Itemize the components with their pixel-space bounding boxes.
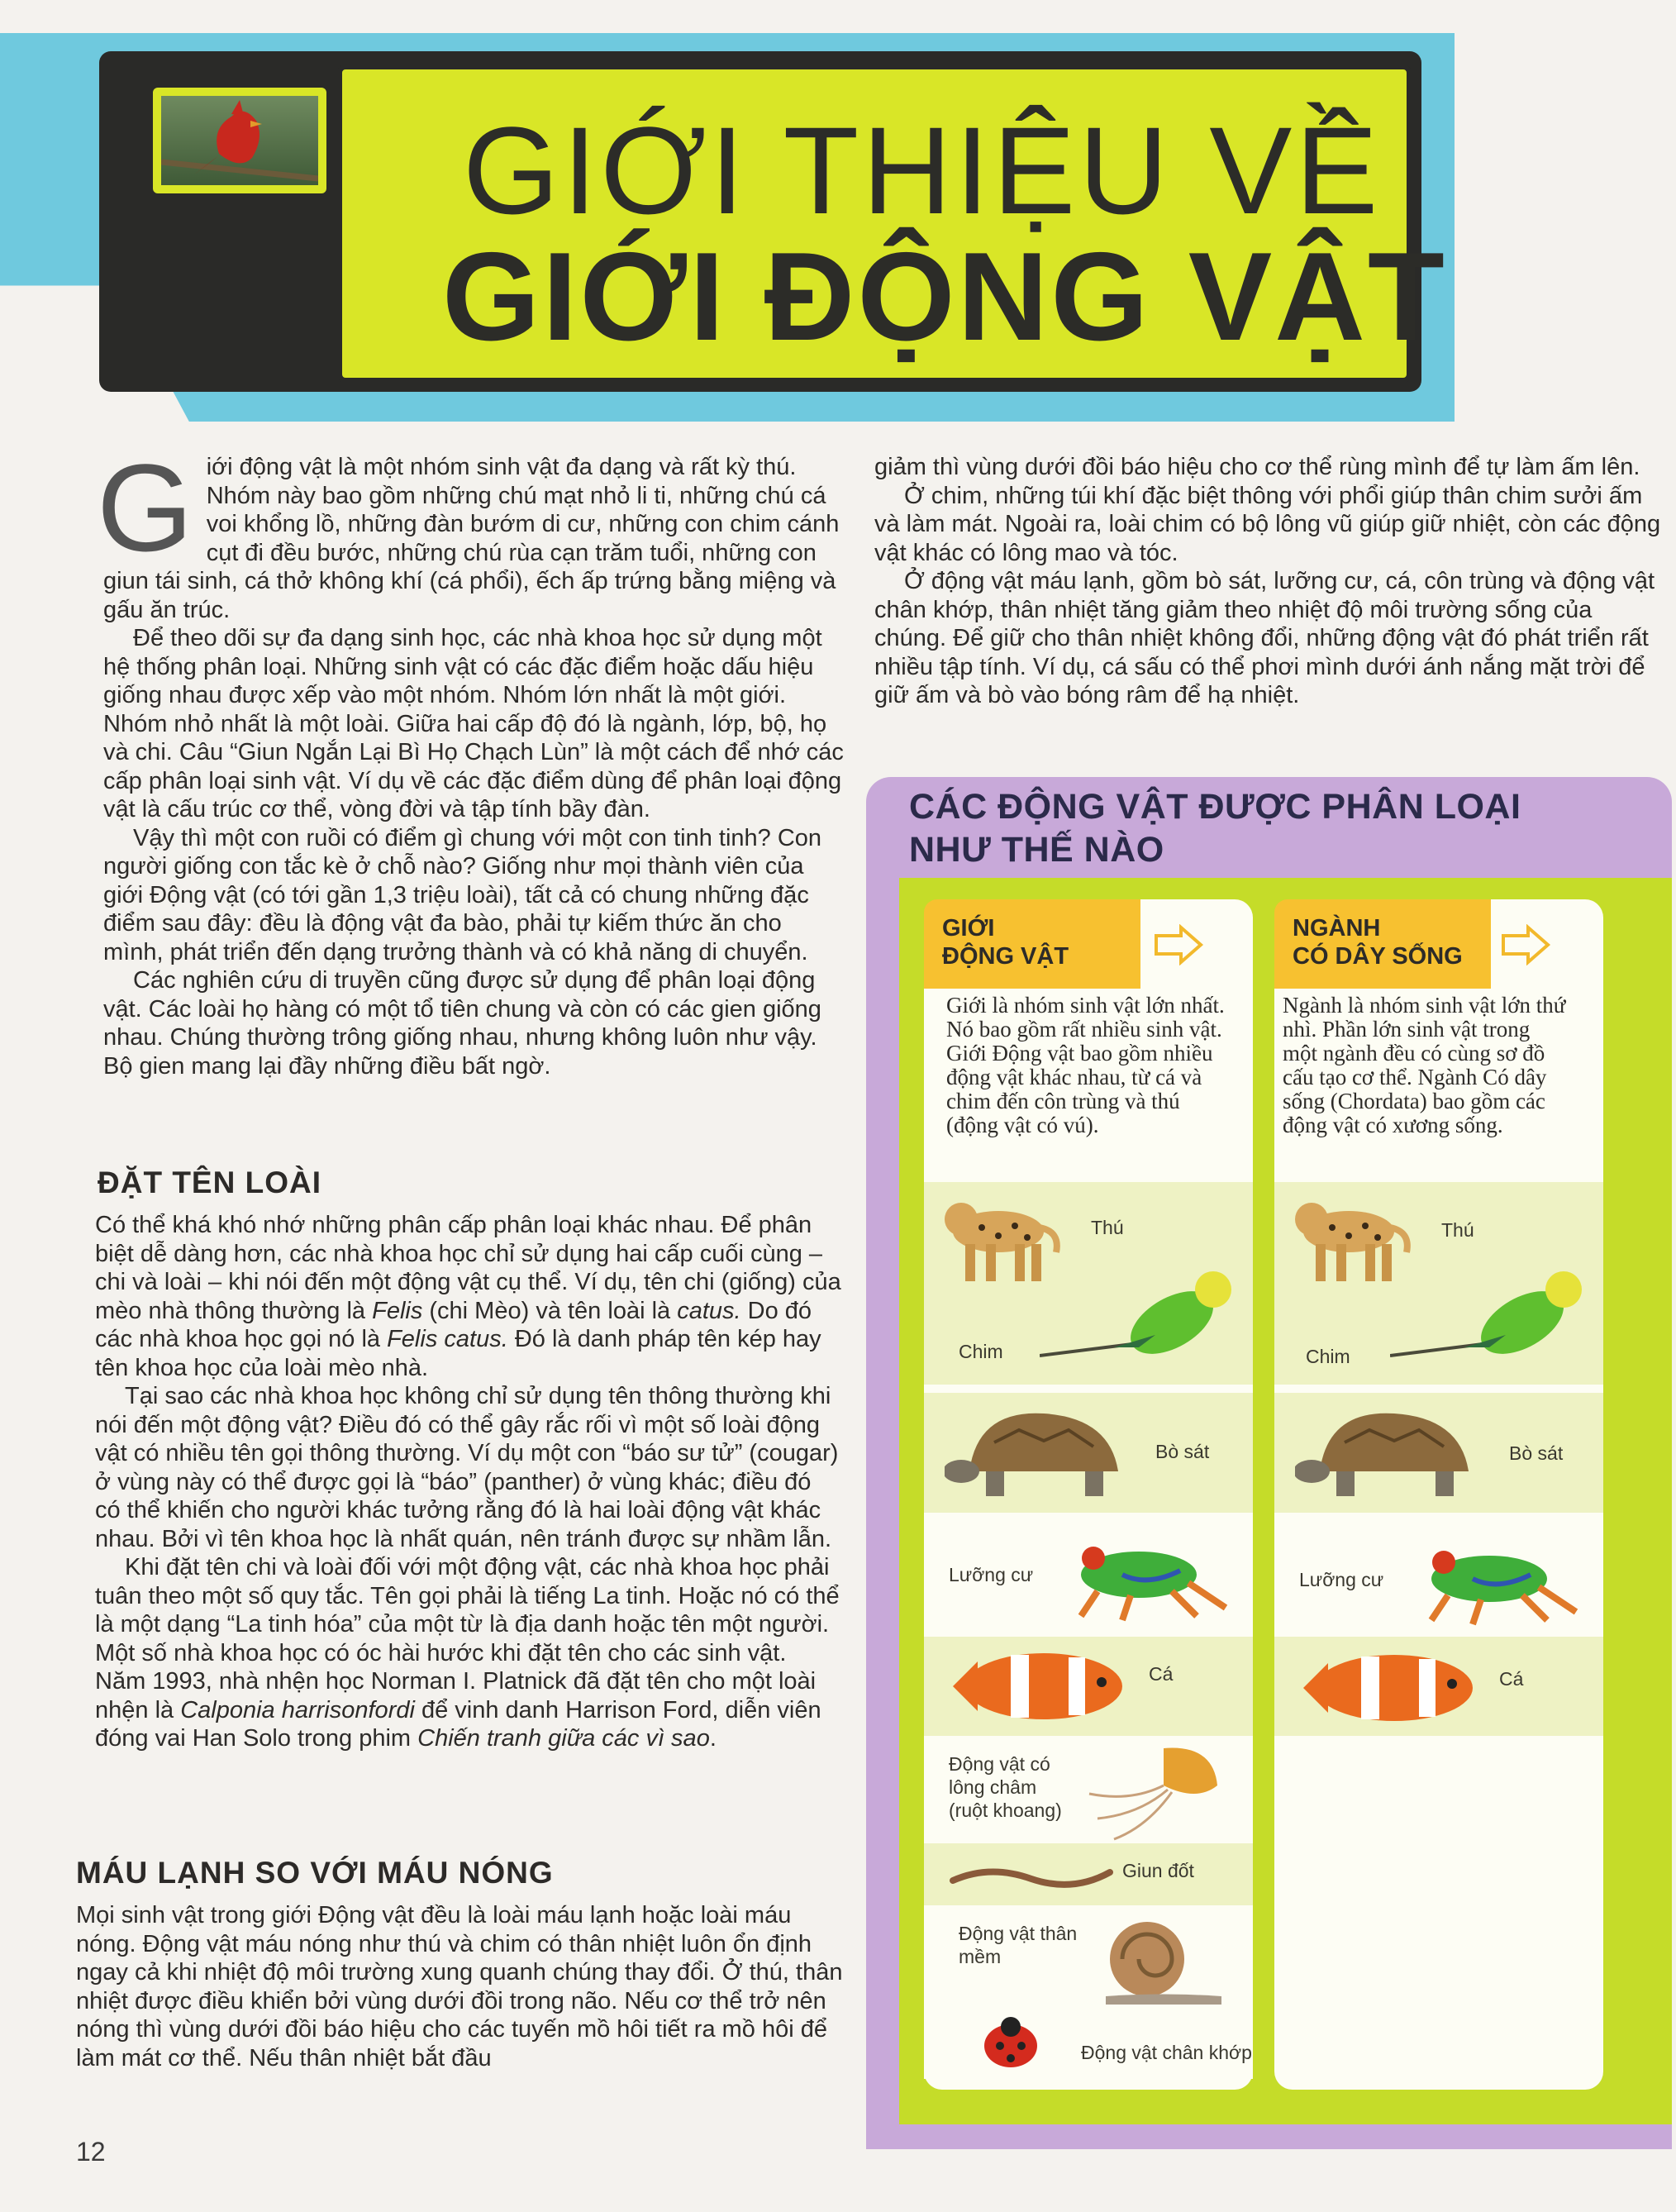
label-mammal: Thú xyxy=(1441,1219,1474,1241)
blood-paragraph-3: Ở chim, những túi khí đặc biệt thông với phổi giúp thân chim sưởi ấm và làm mát. Ngoài ra, loài chim có bộ lông vũ giúp giữ nhiệt, còn các động vật khác có lông mao và tóc. xyxy=(874,482,1661,566)
blood-column-left xyxy=(76,1901,845,2072)
intro-paragraph-3: Vậy thì một con ruồi có điểm gì chung với một con tinh tinh? Con người giống con tắc kè ở chỗ nào? Giống như mọi thành viên của giới Động vật (có tới gần 1,3 triệu loài), tất cả có chung những đặc điểm sau đây: đều là động vật đa bào, phải tự kiếm thức ăn cho mình, phát triển đến dạng trưởng thành và có khả năng di chuyển. xyxy=(103,824,822,965)
kingdom-row-cnidarian xyxy=(924,1736,1253,1843)
blood-paragraph-4: Ở động vật máu lạnh, gồm bò sát, lưỡng cư, cá, côn trùng và động vật chân khớp, thân nhiệt tăng giảm theo nhiệt độ môi trường sống của chúng. Để giữ cho thân nhiệt không đổi, những động vật đó phát triển rất nhiều tập tính. Ví dụ, cá sấu có thể phơi mình dưới ánh nắng mặt trời để giữ ấm và bò vào bóng râm để hạ nhiệt. xyxy=(874,568,1655,708)
naming-heading: ĐẶT TÊN LOÀI xyxy=(98,1166,321,1199)
intro-paragraph-2: Để theo dõi sự đa dạng sinh học, các nhà khoa học sử dụng một hệ thống phân loại. Những sinh vật có các đặc điểm hoặc dấu hiệu giống nhau được xếp vào một nhóm. Nhóm lớn nhất là một giới. Nhóm nhỏ nhất là một loài. Giữa hai cấp độ đó là ngành, lớp, bộ, họ và chi. Câu “Giun Ngắn Lại Bì Họ Chạch Lùn” là một cách để nhớ các cấp phân loại sinh vật. Ví dụ về các đặc điểm dùng để phân loại động vật là cấu trúc cơ thể, vòng đời và tập tính bầy đàn. xyxy=(103,625,844,822)
label-annelid: Giun đốt xyxy=(1122,1860,1194,1881)
kingdom-row-fish xyxy=(924,1637,1253,1736)
page-number: 12 xyxy=(76,2137,106,2167)
page-title-line2: GIỚI ĐỘNG VẬT xyxy=(442,226,1447,367)
frog-icon xyxy=(1048,1525,1238,1624)
label-reptile: Bò sát xyxy=(1155,1441,1210,1462)
label-fish: Cá xyxy=(1499,1668,1524,1690)
page-title-line1: GIỚI THIỆU VỀ xyxy=(463,101,1382,240)
phylum-description: Ngành là nhóm sinh vật lớn thứ nhì. Phần lớn sinh vật trong một ngành đều có cùng sơ đồ cấu tạo cơ thể. Ngành Có dây sống (Chordata) bao gồm các động vật có xương sống. xyxy=(1283,993,1566,1137)
clownfish-icon xyxy=(945,1645,1135,1728)
naming-column xyxy=(95,1211,843,1753)
classification-title-line2: NHƯ THẾ NÀO xyxy=(909,830,1164,870)
kingdom-row-mammal-bird xyxy=(924,1182,1253,1385)
arrow-right-icon xyxy=(1500,924,1551,965)
tortoise-icon xyxy=(1295,1401,1485,1504)
kingdom-description: Giới là nhóm sinh vật lớn nhất. Nó bao gồm rất nhiều sinh vật. Giới Động vật bao gồm nhiều động vật khác nhau, từ cá và chim đến côn trùng và thú (động vật có vú). xyxy=(946,993,1225,1137)
label-reptile: Bò sát xyxy=(1509,1442,1564,1464)
label-bird: Chim xyxy=(1306,1346,1350,1367)
classification-title-line1: CÁC ĐỘNG VẬT ĐƯỢC PHÂN LOẠI xyxy=(909,787,1521,827)
label-amphibian: Lưỡng cư xyxy=(1299,1569,1384,1590)
ladybug-icon xyxy=(974,2009,1048,2075)
blood-paragraph-1: Mọi sinh vật trong giới Động vật đều là loài máu lạnh hoặc loài máu nóng. Động vật máu nóng như thú và chim có thân nhiệt luôn ổn định ngay cả khi nhiệt độ môi trường xung quanh chúng thay đổi. Ở thú, thân nhiệt được điều khiển bởi vùng dưới đồi trong não. Nếu cơ thể trở nên nóng thì vùng dưới đồi báo hiệu cho các tuyến mồ hôi tiết ra mồ hôi để làm mát cơ thể. Nếu thân nhiệt bắt đầu xyxy=(76,1902,843,2071)
intro-paragraph-1: Giới động vật là một nhóm sinh vật đa dạng và rất kỳ thú. Nhóm này bao gồm những chú mạt nhỏ li ti, những chú cá voi khổng lồ, những đàn bướm di cư, những con chim cánh cụt đi đều bước, những chú rùa cạn trăm tuổi, những con giun tái sinh, cá thở không khí (cá phổi), ếch ấp trứng bằng miệng và gấu ăn trúc. xyxy=(97,438,840,623)
parakeet-icon xyxy=(1040,1265,1238,1372)
label-mammal: Thú xyxy=(1091,1217,1124,1238)
naming-paragraph-2: Tại sao các nhà khoa học không chỉ sử dụng tên thông thường khi nói đến một động vật? Điều đó có thể gây rắc rối vì một số loài động vật có nhiều tên gọi thông thường. Ví dụ một con “báo sư tử” (cougar) ở vùng này có thể được gọi là “báo” (panther) ở vùng khác; điều đó có thể khiến cho người khác tưởng rằng đó là hai loài động vật khác nhau. Bởi vì tên khoa học là nhất quán, nên tránh được sự nhầm lẫn. xyxy=(95,1383,839,1552)
naming-paragraph-3: Khi đặt tên chi và loài đối với một động vật, các nhà khoa học phải tuân theo một số quy tắc. Tên gọi phải là tiếng La tinh. Hoặc nó có thể là một dạng “La tinh hóa” của một từ là địa danh hoặc tên một người. Một số nhà khoa học có óc hài hước khi đặt tên cho các sinh vật. Năm 1993, nhà nhện học Norman I. Platnick đã đặt tên cho một loài nhện là Calponia harrisonfordi để vinh danh Harrison Ford, diễn viên đóng vai Han Solo trong phim Chiến tranh giữa các vì sao. xyxy=(95,1554,840,1752)
blood-column-right xyxy=(874,453,1668,710)
blood-paragraph-2: giảm thì vùng dưới đồi báo hiệu cho cơ thể rùng mình để tự làm ấm lên. xyxy=(874,454,1640,480)
header-photo xyxy=(153,88,326,193)
kingdom-row-amphibian xyxy=(924,1521,1253,1628)
label-fish: Cá xyxy=(1149,1663,1174,1685)
arrow-right-icon xyxy=(1153,924,1204,965)
intro-column xyxy=(97,438,847,1080)
parakeet-icon xyxy=(1390,1265,1588,1372)
snail-icon xyxy=(1089,1914,1230,2013)
naming-paragraph-1: Có thể khá khó nhớ những phân cấp phân loại khác nhau. Để phân biệt dễ dàng hơn, các nhà khoa học chỉ sử dụng hai cấp cuối cùng – chi và loài – khi nói đến một động vật cụ thể. Ví dụ, tên chi (giống) của mèo nhà thông thường là Felis (chi Mèo) và tên loài là catus. Do đó các nhà khoa học gọi nó là Felis catus. Đó là danh pháp tên kép hay tên khoa học của loài mèo nhà. xyxy=(95,1212,841,1381)
phylum-row-fish xyxy=(1274,1637,1603,1736)
kingdom-row-mollusk-arthropod xyxy=(924,1905,1253,2079)
kingdom-tab: GIỚI ĐỘNG VẬT xyxy=(924,899,1140,989)
frog-icon xyxy=(1398,1529,1588,1628)
clownfish-icon xyxy=(1295,1647,1485,1729)
kingdom-row-annelid xyxy=(924,1843,1253,1905)
earthworm-icon xyxy=(949,1856,1114,1897)
phylum-row-reptile xyxy=(1274,1393,1603,1513)
phylum-row-mammal-bird xyxy=(1274,1182,1603,1385)
blood-heading: MÁU LẠNH SO VỚI MÁU NÓNG xyxy=(76,1856,554,1890)
tortoise-icon xyxy=(945,1401,1135,1504)
classification-title xyxy=(909,785,1636,871)
kingdom-row-reptile xyxy=(924,1393,1253,1513)
label-cnidarian: Động vật có lông châm (ruột khoang) xyxy=(949,1753,1062,1821)
phylum-tab: NGÀNH CÓ DÂY SỐNG xyxy=(1274,899,1491,989)
label-bird: Chim xyxy=(959,1341,1003,1362)
label-amphibian: Lưỡng cư xyxy=(949,1564,1034,1585)
jellyfish-icon xyxy=(1073,1736,1238,1843)
label-mollusk: Động vật thân mềm xyxy=(959,1923,1078,1967)
label-arthropod: Động vật chân khớp xyxy=(1081,2042,1252,2063)
cardinal-bird-icon xyxy=(161,96,318,185)
drop-cap: G xyxy=(97,438,193,577)
phylum-row-amphibian xyxy=(1274,1521,1603,1628)
intro-paragraph-4: Các nghiên cứu di truyền cũng được sử dụng để phân loại động vật. Các loài họ hàng có một tổ tiên chung và còn có các gien giống nhau. Chúng thường trông giống nhau, nhưng không luôn như vậy. Bộ gien mang lại đầy những điều bất ngờ. xyxy=(103,967,821,1080)
